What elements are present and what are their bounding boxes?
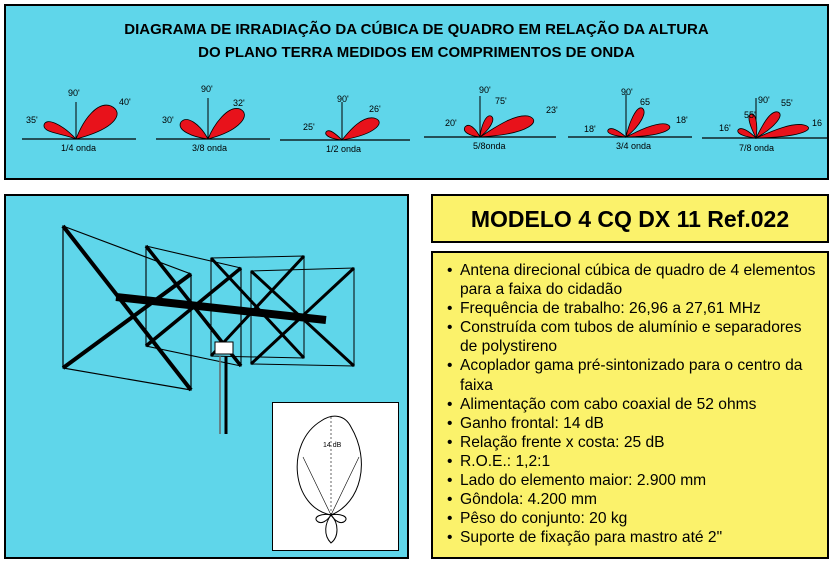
- pattern-4-lobe-left: [464, 125, 480, 137]
- pattern-three-quarter-wave: [568, 87, 692, 151]
- pattern-1-angle-2: 90': [68, 88, 80, 98]
- spec-text: Alimentação com cabo coaxial de 52 ohms: [460, 395, 757, 413]
- pattern-3-angle-1: 25': [303, 122, 315, 132]
- bullet-icon: •: [447, 529, 453, 547]
- spec-text: Pêso do conjunto: 20 kg: [460, 510, 628, 528]
- antenna-illustration-panel: [4, 194, 409, 559]
- spec-text: Gôndola: 4.200 mm: [460, 491, 597, 509]
- polar-pattern-inset: [272, 402, 399, 551]
- pattern-6-angle-3: 90': [758, 95, 770, 105]
- bullet-icon: •: [447, 414, 453, 432]
- pattern-2-angle-2: 90': [201, 84, 213, 94]
- pattern-half-wave: [280, 94, 410, 154]
- pattern-2-angle-3: 32': [233, 98, 245, 108]
- pattern-3-lobe-left: [326, 131, 342, 140]
- pattern-1-lobe-main: [76, 105, 117, 139]
- spec-text: Suporte de fixação para mastro até 2": [460, 529, 723, 547]
- pattern-5-caption: 3/4 onda: [616, 141, 652, 151]
- pattern-1-angle-1: 35': [26, 115, 38, 125]
- spec-item: [447, 395, 823, 414]
- pattern-5-lobe-left: [608, 129, 626, 137]
- spec-item: [447, 452, 823, 471]
- pattern-2-lobe-main: [208, 108, 244, 139]
- pattern-quarter-wave: [22, 88, 136, 153]
- pattern-seven-eighths-wave: [702, 95, 828, 153]
- pattern-4-angle-2: 90': [479, 85, 491, 95]
- spec-text: Ganho frontal: 14 dB: [460, 414, 604, 432]
- bullet-icon: •: [447, 357, 453, 375]
- pattern-3-lobe-main: [342, 118, 379, 140]
- bullet-icon: •: [447, 395, 453, 413]
- pattern-5-angle-1: 18': [584, 124, 596, 134]
- spec-item: [447, 318, 823, 356]
- spec-item: [447, 471, 823, 490]
- spec-item: [447, 356, 823, 394]
- antenna-element-reflector: [63, 226, 191, 390]
- pattern-three-eighths-wave: [156, 84, 270, 153]
- spec-item: [447, 414, 823, 433]
- spec-text: Acoplador gama pré-sintonizado para o centro da faixa: [460, 357, 803, 394]
- pattern-3-angle-3: 26': [369, 104, 381, 114]
- pattern-6-angle-4: 55': [781, 98, 793, 108]
- pattern-6-angle-5: 16: [812, 118, 823, 128]
- pattern-1-lobe-left: [44, 122, 76, 139]
- bullet-icon: •: [447, 472, 453, 490]
- spec-text: R.O.E.: 1,2:1: [460, 452, 551, 470]
- bullet-icon: •: [447, 262, 453, 279]
- spec-item: [447, 299, 823, 318]
- specifications-box: [431, 251, 829, 559]
- pattern-1-caption: 1/4 onda: [61, 143, 97, 153]
- radiation-patterns: [6, 6, 831, 182]
- spec-text: Construída com tubos de alumínio e separadores de polystireno: [460, 319, 802, 356]
- bullet-icon: •: [447, 452, 453, 470]
- radiation-pattern-panel: [4, 4, 829, 180]
- polar-pattern-drawing: [273, 403, 400, 552]
- inset-gain-label: 14 dB: [323, 442, 342, 449]
- spec-item: [447, 528, 823, 547]
- pattern-4-angle-1: 20': [445, 118, 457, 128]
- spec-item: [447, 261, 823, 299]
- pattern-4-angle-4: 23': [546, 105, 558, 115]
- pattern-2-caption: 3/8 onda: [192, 143, 228, 153]
- model-title-box: [431, 194, 829, 243]
- pattern-4-angle-3: 75': [495, 96, 507, 106]
- pattern-5-angle-2: 90': [621, 87, 633, 97]
- bullet-icon: •: [447, 433, 453, 451]
- spec-text: Relação frente x costa: 25 dB: [460, 433, 665, 451]
- pattern-3-angle-2: 90': [337, 94, 349, 104]
- diagram-title-line-1: DIAGRAMA DE IRRADIAÇÃO DA CÚBICA DE QUADRO EM RELAÇÃO DA ALTURA: [124, 21, 709, 38]
- spec-item: [447, 433, 823, 452]
- model-title: MODELO 4 CQ DX 11 Ref.022: [470, 206, 790, 232]
- bullet-icon: •: [447, 491, 453, 509]
- spec-text: Lado do elemento maior: 2.900 mm: [460, 472, 707, 490]
- spec-item: [447, 509, 823, 528]
- bullet-icon: •: [447, 510, 453, 528]
- pattern-6-angle-1: 16': [719, 123, 731, 133]
- bullet-icon: •: [447, 319, 453, 337]
- spec-text: Antena direcional cúbica de quadro de 4 elementos para a faixa do cidadão: [460, 262, 816, 299]
- pattern-2-lobe-left: [180, 120, 208, 139]
- spec-item: [447, 490, 823, 509]
- pattern-five-eighths-wave: [424, 85, 558, 151]
- pattern-1-angle-3: 40': [119, 97, 131, 107]
- pattern-4-caption: 5/8onda: [473, 141, 506, 151]
- pattern-3-caption: 1/2 onda: [326, 144, 362, 154]
- antenna-boom: [116, 297, 326, 320]
- specifications-list: [447, 261, 823, 547]
- pattern-5-angle-4: 18': [676, 115, 688, 125]
- diagram-title-line-2: DO PLANO TERRA MEDIDOS EM COMPRIMENTOS DE ONDA: [198, 44, 635, 61]
- spec-text: Frequência de trabalho: 26,96 a 27,61 MHz: [460, 300, 761, 318]
- pattern-6-caption: 7/8 onda: [739, 143, 775, 153]
- bullet-icon: •: [447, 300, 453, 318]
- pattern-5-angle-3: 65: [640, 97, 651, 107]
- pattern-2-angle-1: 30': [162, 115, 174, 125]
- pattern-6-angle-2: 55': [744, 110, 756, 120]
